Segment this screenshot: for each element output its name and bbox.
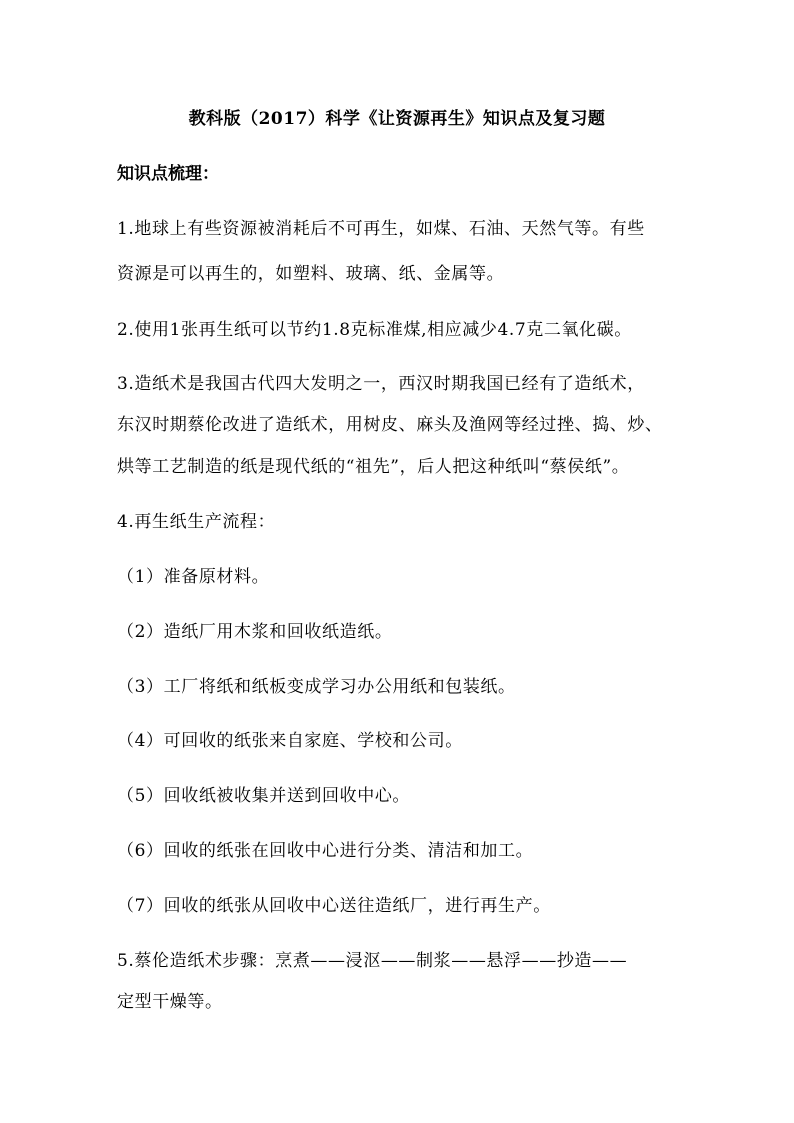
paragraph-5-line-2: 定型干燥等。	[117, 992, 223, 1012]
paragraph-4-heading: 4.再生纸生产流程：	[117, 512, 276, 532]
list-item-4: （4）可回收的纸张来自家庭、学校和公司。	[117, 731, 463, 751]
paragraph-1-line-2: 资源是可以再生的，如塑料、玻璃、纸、金属等。	[117, 264, 505, 284]
section-heading: 知识点梳理：	[117, 164, 219, 184]
paragraph-5-line-1: 5.蔡伦造纸术步骤：烹煮——浸沤——制浆——悬浮——抄造——	[117, 951, 628, 971]
list-item-2: （2）造纸厂用木浆和回收纸造纸。	[117, 622, 393, 642]
paragraph-3-line-2: 东汉时期蔡伦改进了造纸术，用树皮、麻头及渔网等经过挫、捣、炒、	[117, 415, 663, 435]
paragraph-3-line-3: 烘等工艺制造的纸是现代纸的“祖先”，后人把这种纸叫“蔡侯纸”。	[117, 457, 630, 477]
paragraph-2: 2.使用1张再生纸可以节约1.8克标准煤,相应减少4.7克二氧化碳。	[117, 320, 632, 340]
list-item-6: （6）回收的纸张在回收中心进行分类、清洁和加工。	[117, 841, 534, 861]
list-item-3: （3）工厂将纸和纸板变成学习办公用纸和包装纸。	[117, 677, 516, 697]
list-item-5: （5）回收纸被收集并送到回收中心。	[117, 786, 411, 806]
paragraph-1-line-1: 1.地球上有些资源被消耗后不可再生，如煤、石油、天然气等。有些	[117, 219, 645, 239]
list-item-7: （7）回收的纸张从回收中心送往造纸厂，进行再生产。	[117, 896, 551, 916]
paragraph-3-line-1: 3.造纸术是我国古代四大发明之一，西汉时期我国已经有了造纸术，	[117, 374, 645, 394]
document-title: 教科版（2017）科学《让资源再生》知识点及复习题	[188, 109, 606, 129]
list-item-1: （1）准备原材料。	[117, 567, 270, 587]
